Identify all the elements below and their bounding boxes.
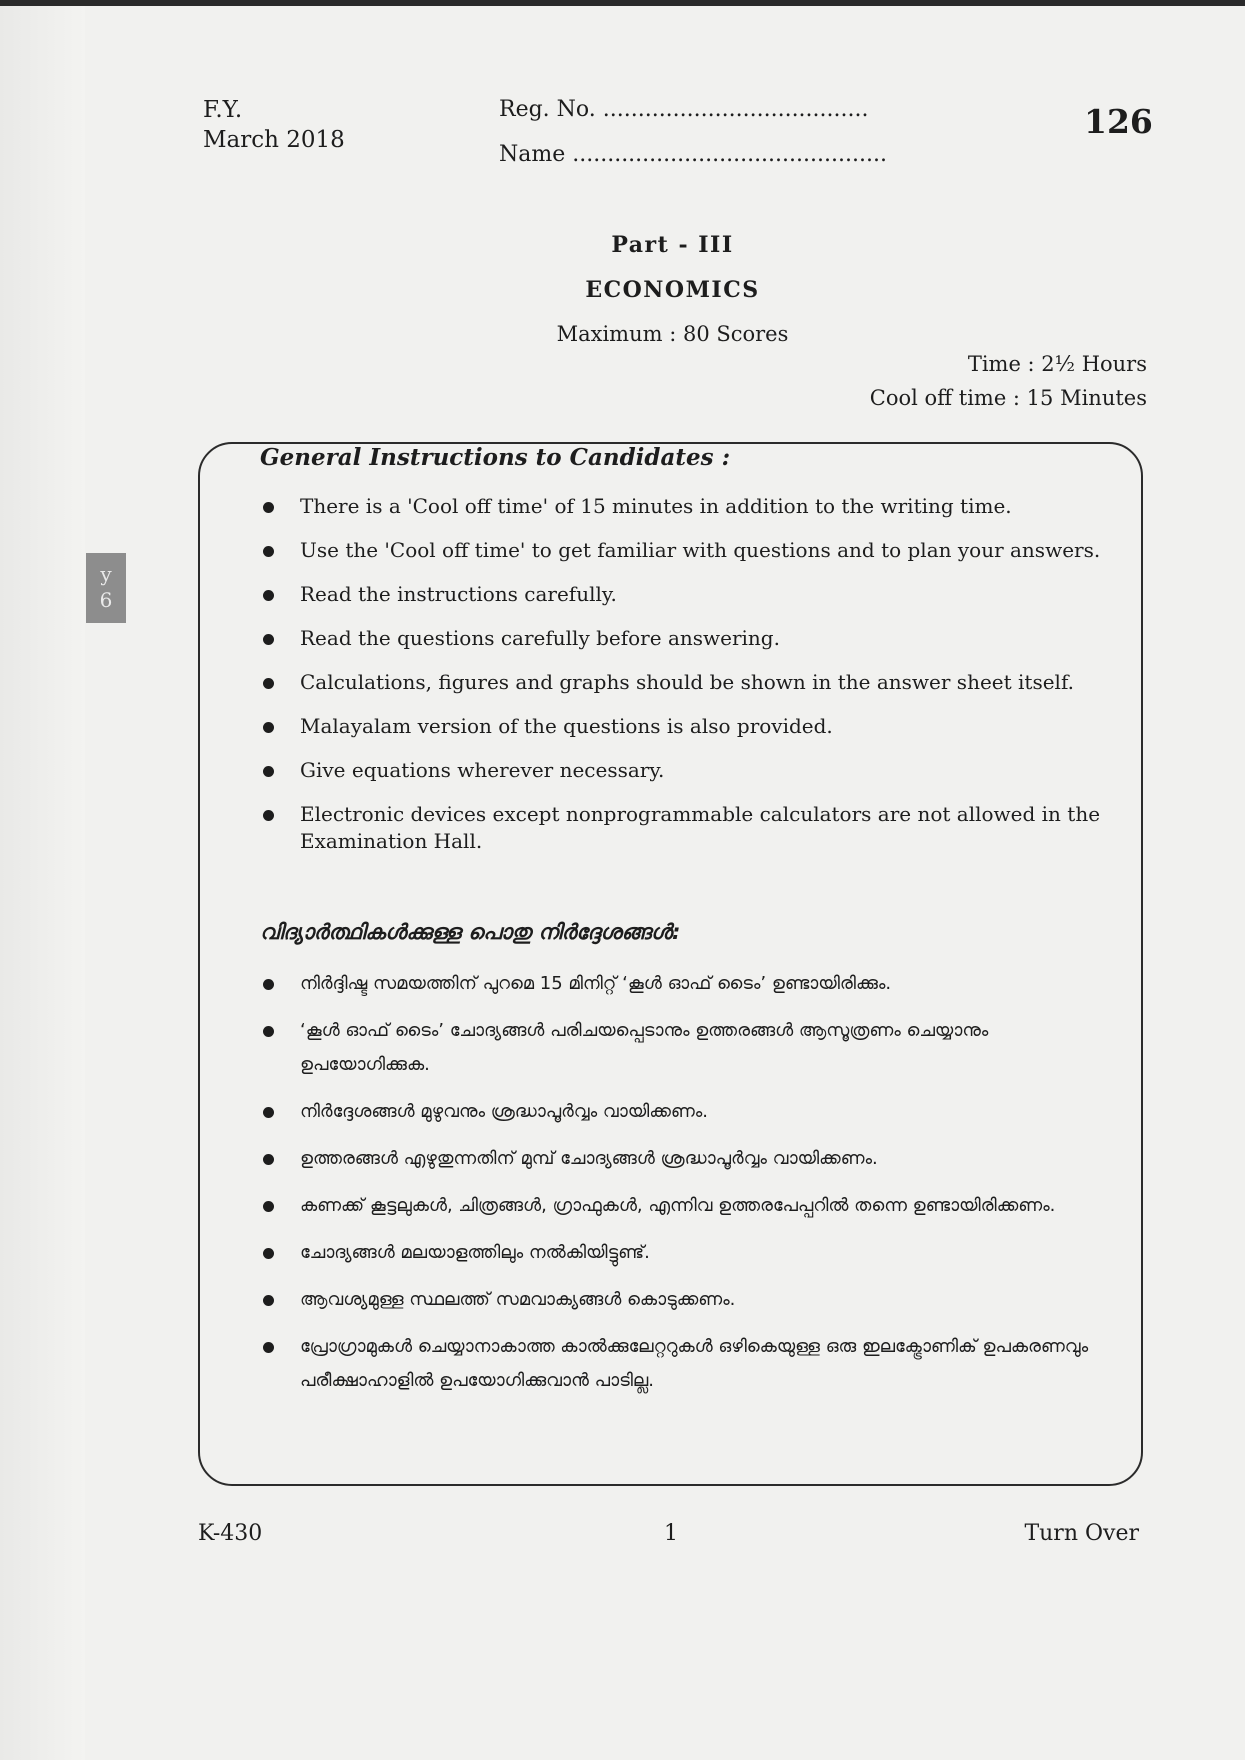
subject-title: ECONOMICS (585, 277, 760, 303)
bullet-icon (263, 678, 274, 689)
list-item-text: Malayalam version of the questions is also provided. (300, 714, 833, 738)
list-item (258, 537, 1108, 564)
side-tab-line-2: 6 (99, 588, 113, 612)
list-item-text: Give equations wherever necessary. (300, 758, 665, 782)
list-item-text: ഉത്തരങ്ങൾ എഴുതുന്നതിന് മുമ്പ് ചോദ്യങ്ങൾ ശ്രദ്ധാപൂർവ്വം വായിക്കണം. (300, 1148, 878, 1169)
list-item-text: ആവശ്യമുള്ള സ്ഥലത്ത് സമവാക്യങ്ങൾ കൊടുക്കണം. (300, 1289, 736, 1310)
bullet-icon (263, 590, 274, 601)
instructions-list-ml (258, 967, 1108, 1411)
instructions-heading-ml: വിദ്യാർത്ഥികൾക്കുള്ള പൊതു നിർദ്ദേശങ്ങൾ: (260, 920, 681, 944)
side-tab-marker (86, 553, 126, 623)
list-item (258, 625, 1108, 652)
page-number: 1 (664, 1521, 678, 1546)
bullet-icon (263, 766, 274, 777)
list-item-text: പ്രോഗ്രാമുകൾ ചെയ്യാനാകാത്ത കാൽക്കുലേറ്ററുകൾ ഒഴികെയുള്ള ഒരു ഇലക്ട്രോണിക് ഉപകരണവും പരീക്ഷാഹാളിൽ ഉപയോഗിക്കുവാൻ പാടില്ല. (300, 1336, 1089, 1391)
footer-code: K-430 (198, 1521, 263, 1546)
bullet-icon (263, 1248, 274, 1259)
list-item (258, 669, 1108, 696)
bullet-icon (263, 1026, 274, 1037)
bullet-icon (263, 1295, 274, 1306)
instructions-heading-en: General Instructions to Candidates : (260, 444, 731, 471)
bullet-icon (263, 546, 274, 557)
list-item-text: നിർദ്ദേശങ്ങൾ മുഴുവനും ശ്രദ്ധാപൂർവ്വം വായിക്കണം. (300, 1101, 708, 1122)
list-item (258, 1095, 1108, 1129)
name-field: Name ............................................. (499, 142, 887, 167)
bullet-icon (263, 1342, 274, 1353)
reg-no-field: Reg. No. ...................................... (499, 97, 869, 122)
list-item (258, 757, 1108, 784)
cool-off-time: Cool off time : 15 Minutes (869, 386, 1147, 410)
bullet-icon (263, 1107, 274, 1118)
max-scores: Maximum : 80 Scores (556, 322, 789, 346)
time-allowed: Time : 2½ Hours (967, 352, 1147, 376)
list-item (258, 1283, 1108, 1317)
scan-left-margin (0, 0, 85, 1760)
list-item-text: കണക്ക് കൂട്ടലുകൾ, ചിത്രങ്ങൾ, ഗ്രാഫുകൾ, എന്നിവ ഉത്തരപേപ്പറിൽ തന്നെ ഉണ്ടായിരിക്കണം. (300, 1195, 1056, 1216)
part-title: Part - III (611, 232, 734, 258)
list-item-text: There is a 'Cool off time' of 15 minutes in addition to the writing time. (300, 494, 1012, 518)
class-line: F.Y. (203, 97, 243, 123)
list-item-text: Electronic devices except nonprogrammable calculators are not allowed in the Examination Hall. (300, 802, 1101, 853)
list-item-text: Read the questions carefully before answering. (300, 626, 780, 650)
instructions-list-en (258, 493, 1108, 872)
bullet-icon (263, 1201, 274, 1212)
list-item-text: ‘കൂൾ ഓഫ് ടൈം’ ചോദ്യങ്ങൾ പരിചയപ്പെടാനും ഉത്തരങ്ങൾ ആസൂത്രണം ചെയ്യാനും ഉപയോഗിക്കുക. (300, 1020, 989, 1075)
list-item (258, 1189, 1108, 1223)
list-item-text: നിർദ്ദിഷ്ട സമയത്തിന് പുറമെ 15 മിനിറ്റ് ‘കൂൾ ഓഫ് ടൈം’ ഉണ്ടായിരിക്കും. (300, 973, 892, 994)
turn-over-label: Turn Over (1024, 1521, 1139, 1546)
side-tab-line-1: y (100, 562, 112, 586)
bullet-icon (263, 1154, 274, 1165)
list-item (258, 1236, 1108, 1270)
bullet-icon (263, 810, 274, 821)
list-item (258, 967, 1108, 1001)
scan-top-edge (0, 0, 1245, 6)
bullet-icon (263, 502, 274, 513)
bullet-icon (263, 979, 274, 990)
exam-session: March 2018 (203, 127, 345, 153)
list-item (258, 1330, 1108, 1398)
bullet-icon (263, 634, 274, 645)
list-item (258, 1014, 1108, 1082)
bullet-icon (263, 722, 274, 733)
list-item (258, 801, 1108, 855)
list-item-text: Read the instructions carefully. (300, 582, 617, 606)
paper-code: 126 (1084, 102, 1153, 141)
list-item (258, 581, 1108, 608)
list-item-text: Use the 'Cool off time' to get familiar with questions and to plan your answers. (300, 538, 1101, 562)
list-item (258, 493, 1108, 520)
list-item (258, 1142, 1108, 1176)
list-item-text: ചോദ്യങ്ങൾ മലയാളത്തിലും നൽകിയിട്ടുണ്ട്. (300, 1242, 650, 1263)
list-item-text: Calculations, figures and graphs should be shown in the answer sheet itself. (300, 670, 1074, 694)
list-item (258, 713, 1108, 740)
